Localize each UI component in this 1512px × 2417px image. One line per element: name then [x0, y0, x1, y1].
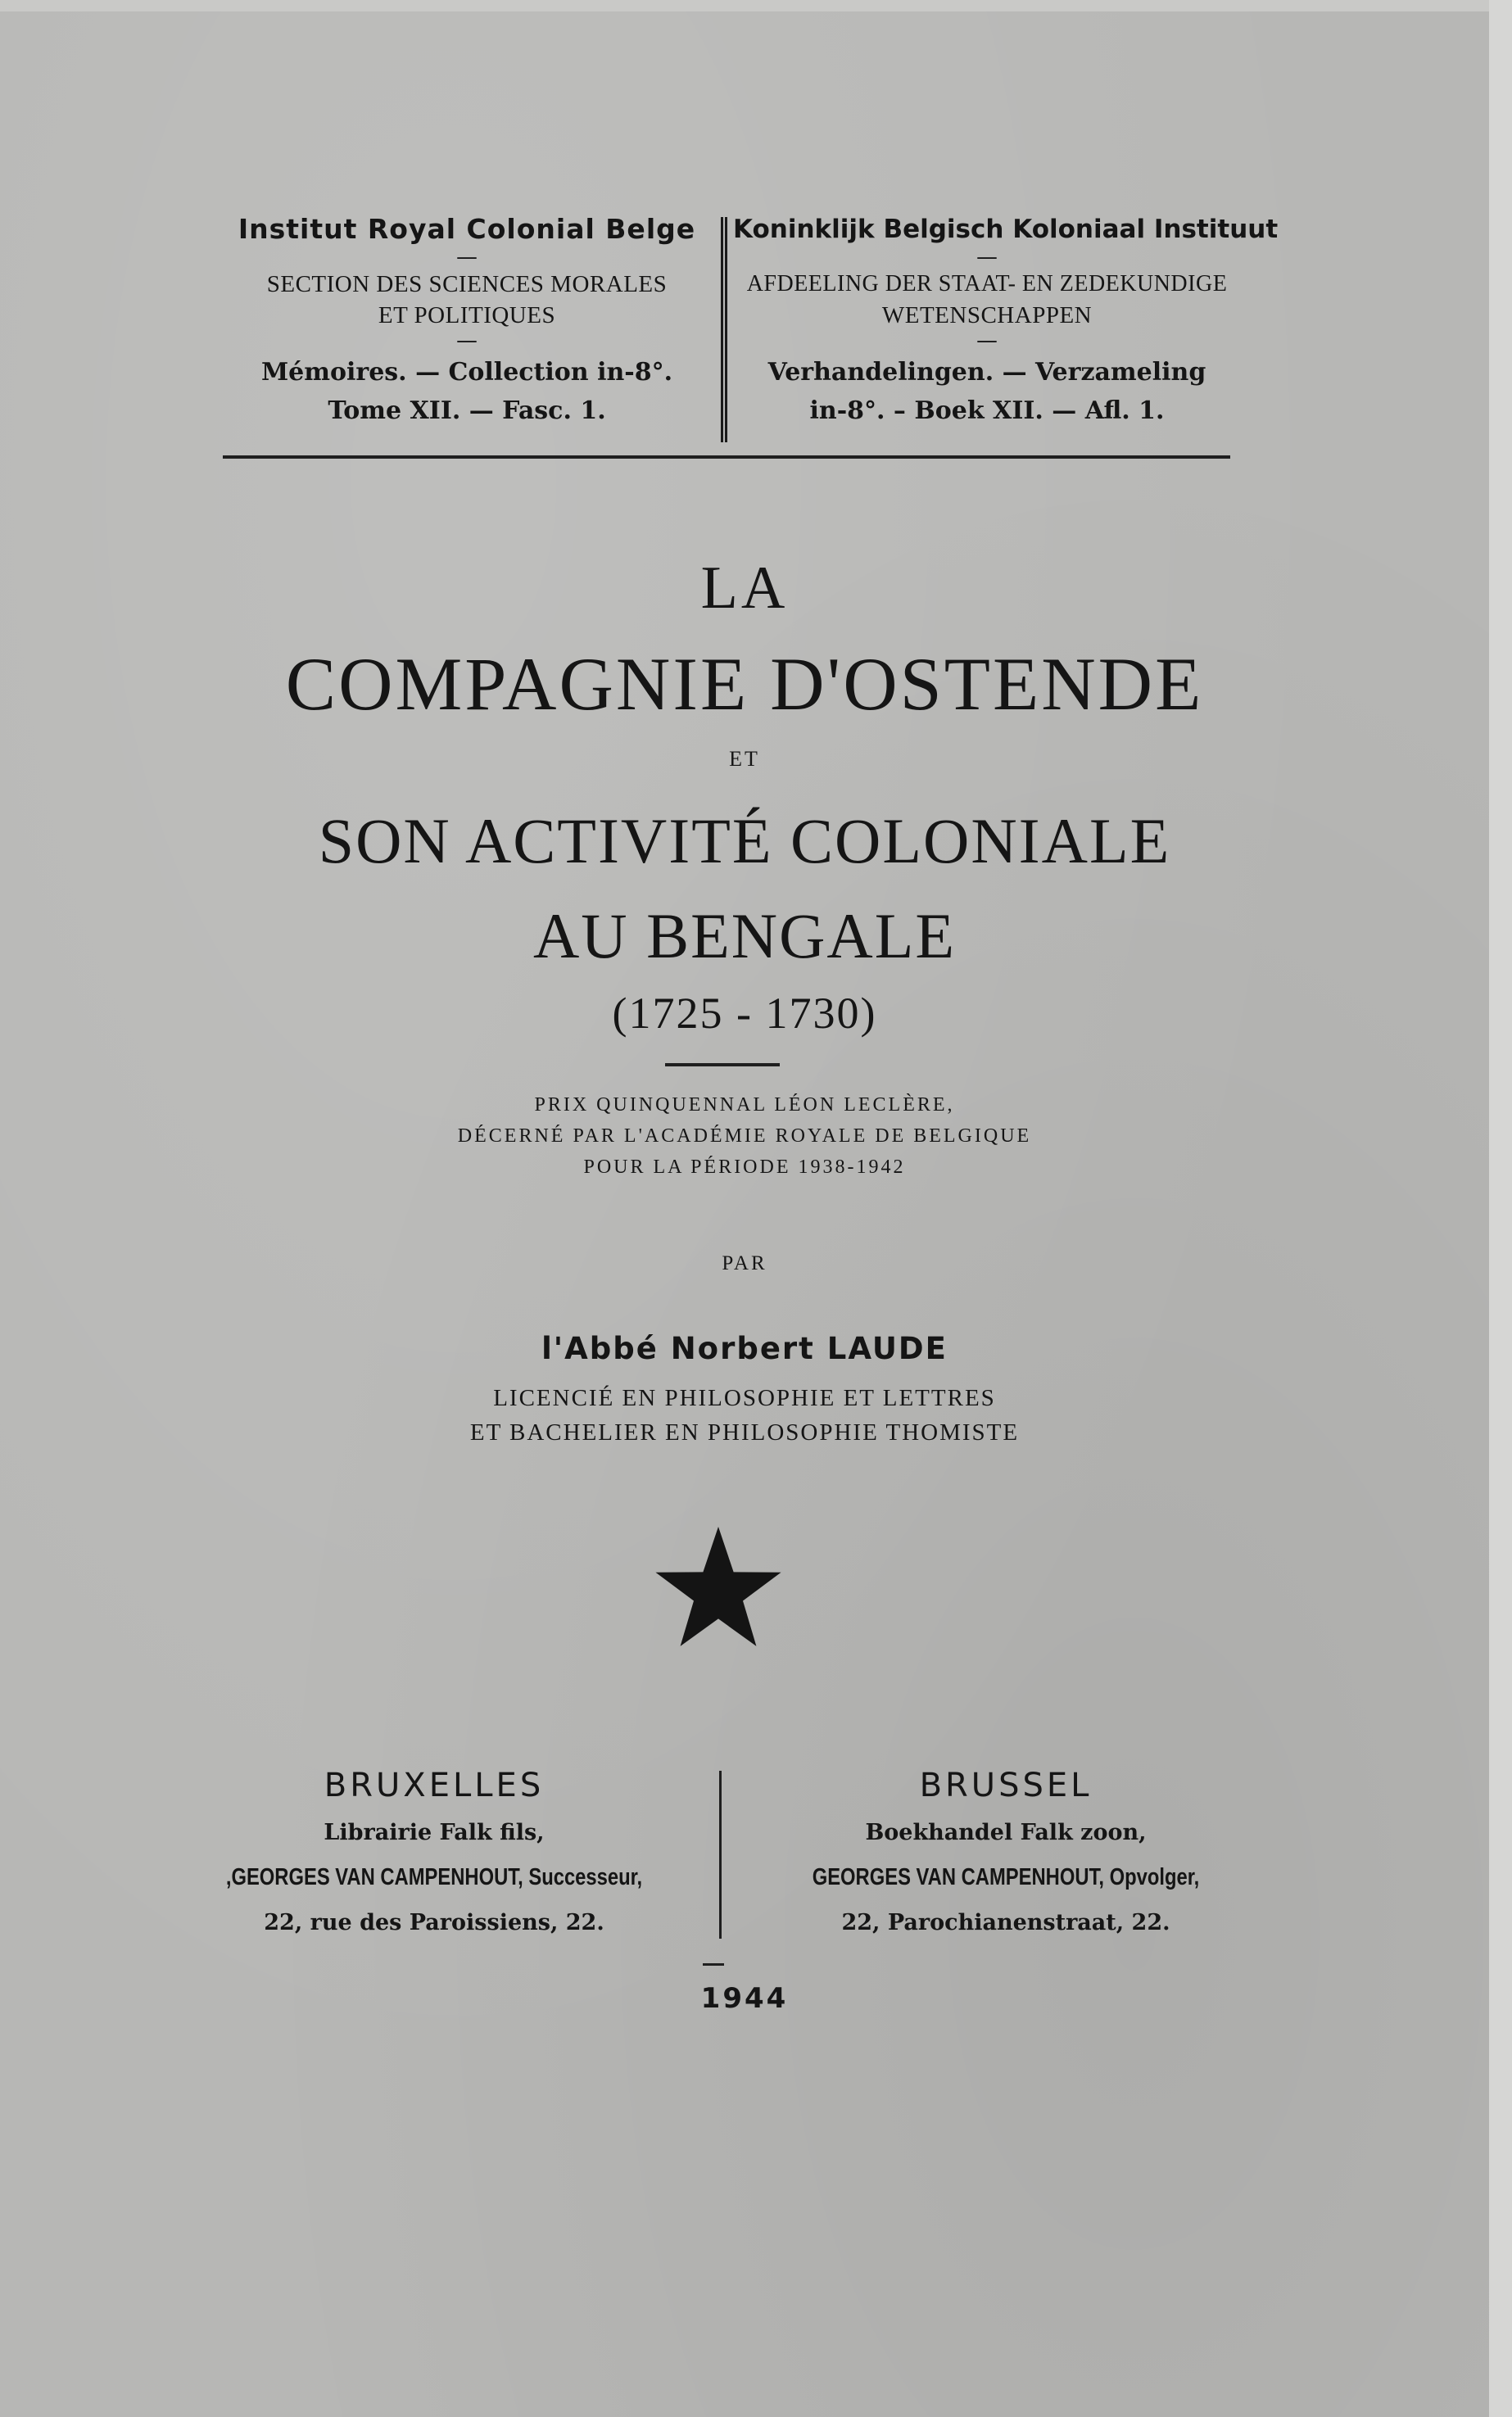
section-name-fr-line2: ET POLITIQUES	[378, 302, 556, 328]
series-nl-line1: Verhandelingen. — Verzameling	[767, 358, 1206, 387]
star-icon	[654, 1527, 783, 1650]
header-french	[213, 211, 721, 429]
author-credentials	[0, 1381, 1489, 1450]
header-dash: —	[976, 245, 998, 269]
series-fr-line1: Mémoires. — Collection in-8°.	[260, 358, 673, 387]
publisher-bookshop-fr: Librairie Falk fils,	[324, 1820, 545, 1845]
publication-year: 1944	[700, 1982, 789, 2015]
institute-name-nl: Koninklijk Belgisch Koloniaal Instituut	[733, 215, 1279, 244]
author-credential-1: LICENCIÉ EN PHILOSOPHIE ET LETTRES	[493, 1385, 996, 1411]
prize-line3: POUR LA PÉRIODE 1938-1942	[583, 1156, 906, 1178]
publisher-brussels-nl	[719, 1761, 1292, 1945]
publisher-brussels-fr	[147, 1761, 721, 1945]
header-dash: —	[456, 245, 478, 269]
by-label: PAR	[722, 1252, 767, 1274]
institute-name-fr: Institut Royal Colonial Belge	[238, 213, 696, 245]
section-name-fr-line1: SECTION DES SCIENCES MORALES	[266, 271, 668, 297]
title-rule	[665, 1063, 780, 1066]
series-nl-line2: in-8°. – Boek XII. — Afl. 1.	[809, 396, 1165, 425]
header-dash: —	[456, 328, 478, 353]
publisher-city-fr: BRUXELLES	[324, 1767, 545, 1804]
author-name: l'Abbé Norbert LAUDE	[541, 1331, 948, 1366]
prize-line1: PRIX QUINQUENNAL LÉON LECLÈRE,	[534, 1094, 955, 1116]
title-dates: (1725 - 1730)	[612, 989, 877, 1038]
prize-line2: DÉCERNÉ PAR L'ACADÉMIE ROYALE DE BELGIQUE	[457, 1125, 1032, 1147]
publisher-city-nl: BRUSSEL	[919, 1767, 1093, 1804]
page-edge-top	[0, 0, 1512, 11]
publisher-address-nl: 22, Parochianenstraat, 22.	[841, 1910, 1170, 1935]
section-name-nl-line2: WETENSCHAPPEN	[881, 302, 1093, 328]
title-line-la: LA	[700, 554, 789, 622]
title-line-bengale: AU BENGALE	[532, 900, 957, 971]
header-dutch	[733, 211, 1279, 429]
year-dash	[703, 1963, 724, 1966]
publisher-bookshop-nl: Boekhandel Falk zoon,	[865, 1820, 1147, 1845]
header-double-divider	[721, 217, 727, 442]
title-line-activite: SON ACTIVITÉ COLONIALE	[318, 805, 1171, 876]
page-edge-right	[1489, 0, 1512, 2417]
publisher-successor-nl: GEORGES VAN CAMPENHOUT, Opvolger,	[812, 1864, 1200, 1890]
series-fr-line2: Tome XII. — Fasc. 1.	[328, 396, 606, 425]
publisher-successor-fr: ,GEORGES VAN CAMPENHOUT, Successeur,	[225, 1864, 643, 1890]
title-connector: ET	[729, 747, 760, 771]
header-rule	[223, 455, 1230, 459]
author-credential-2: ET BACHELIER EN PHILOSOPHIE THOMISTE	[469, 1419, 1020, 1446]
header-dash: —	[976, 328, 998, 353]
section-name-nl-line1: AFDEELING DER STAAT- EN ZEDEKUNDIGE	[746, 271, 1228, 296]
prize-note	[0, 1089, 1489, 1183]
publisher-address-fr: 22, rue des Paroissiens, 22.	[264, 1910, 604, 1935]
title-line-compagnie: COMPAGNIE D'OSTENDE	[285, 642, 1204, 726]
